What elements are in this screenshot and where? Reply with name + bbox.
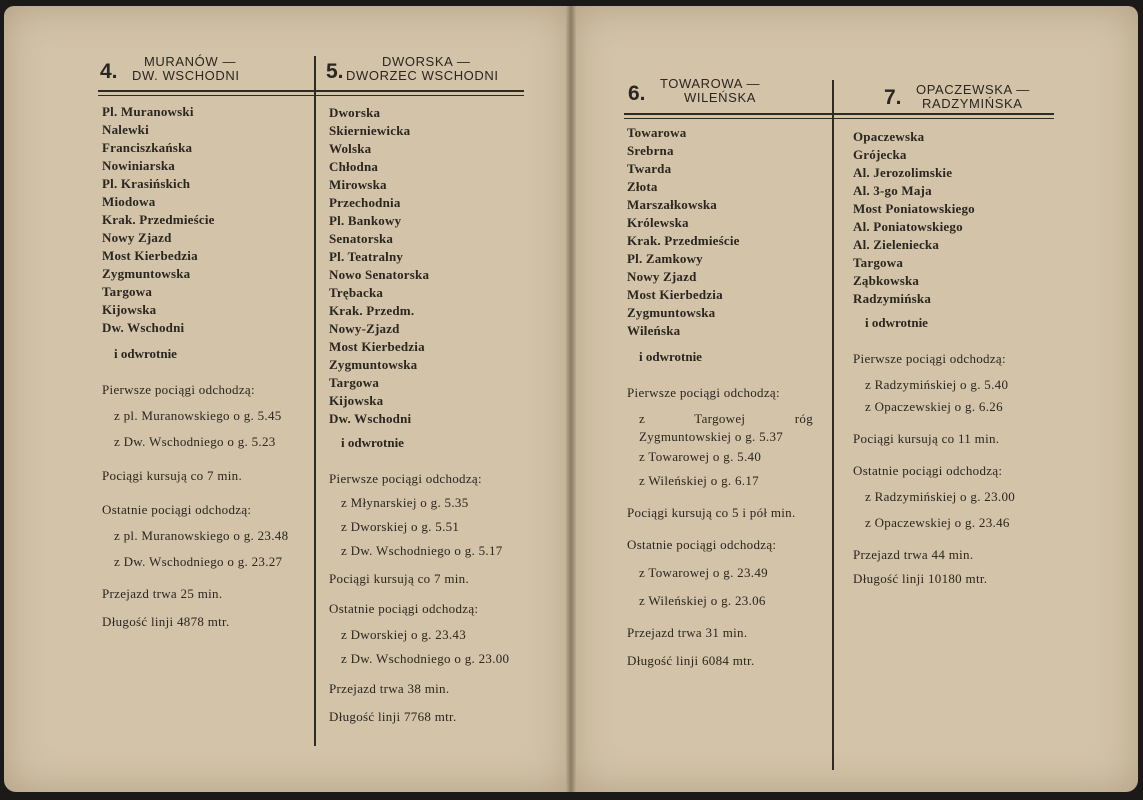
duration-note: Przejazd trwa 31 min. [627, 625, 748, 640]
stop: Most Kierbedzia [627, 287, 723, 302]
line-7-title-1: OPACZEWSKA — [916, 82, 1030, 97]
line-7-number: 7. [884, 86, 902, 109]
line-4-column [102, 103, 292, 631]
stop: Nowy Zjazd [627, 269, 697, 284]
first-trains-heading: Pierwsze pociągi odchodzą: [853, 351, 1006, 366]
stop: Zygmuntowska [627, 305, 716, 320]
line-4-number: 4. [100, 60, 118, 83]
duration-note: Przejazd trwa 44 min. [853, 547, 974, 562]
stop: Kijowska [329, 393, 384, 408]
stop: Chłodna [329, 159, 379, 174]
stop: Radzymińska [853, 291, 932, 306]
stop: Mirowska [329, 177, 387, 192]
column-divider-left [314, 56, 316, 746]
stop: Al. 3-go Maja [853, 183, 932, 198]
last-train-entry: z Dw. Wschodniego o g. 23.27 [114, 554, 283, 569]
stop: Nowiniarska [102, 158, 175, 173]
stop: Zygmuntowska [329, 357, 418, 372]
stop: Marszałkowska [627, 197, 717, 212]
booklet-gutter [566, 6, 576, 792]
last-train-entry: z Dworskiej o g. 23.43 [341, 627, 467, 642]
stop: Dw. Wschodni [329, 411, 412, 426]
last-train-entry: z Towarowej o g. 23.49 [639, 565, 768, 580]
header-rule-right [624, 113, 1054, 115]
stop: Most Poniatowskiego [853, 201, 975, 216]
stop: Kijowska [102, 302, 157, 317]
stop: Dw. Wschodni [102, 320, 185, 335]
reverse-note: i odwrotnie [865, 315, 928, 330]
last-train-entry: z Dw. Wschodniego o g. 23.00 [341, 651, 510, 666]
stop: Nowy Zjazd [102, 230, 172, 245]
length-note: Długość linji 10180 mtr. [853, 571, 988, 586]
last-train-entry: z pl. Muranowskiego o g. 23.48 [114, 528, 289, 543]
reverse-note: i odwrotnie [639, 349, 702, 364]
header-rule-left-2 [98, 95, 524, 96]
last-train-entry: z Radzymińskiej o g. 23.00 [865, 489, 1016, 504]
frequency-note: Pociągi kursują co 7 min. [102, 468, 243, 483]
line-4-title-2: DW. WSCHODNI [132, 68, 240, 83]
stop: Nowo Senatorska [329, 267, 430, 282]
stop: Targowa [329, 375, 380, 390]
length-note: Długość linji 6084 mtr. [627, 653, 755, 668]
first-train-entry: z Targowej róg Zygmuntowskiej o g. 5.37 [639, 411, 813, 444]
stop: Ząbkowska [853, 273, 920, 288]
reverse-note: i odwrotnie [341, 435, 404, 450]
column-divider-right [832, 80, 834, 770]
stop: Krak. Przedmieście [627, 233, 740, 248]
first-trains-heading: Pierwsze pociągi odchodzą: [627, 385, 780, 400]
stop: Targowa [853, 255, 904, 270]
stop: Al. Poniatowskiego [853, 219, 963, 234]
line-5-title-1: DWORSKA — [382, 54, 471, 69]
reverse-note: i odwrotnie [114, 346, 177, 361]
stop: Franciszkańska [102, 140, 193, 155]
first-train-entry: z Opaczewskiej o g. 6.26 [865, 399, 1003, 414]
last-trains-heading: Ostatnie pociągi odchodzą: [102, 502, 252, 517]
stop: Pl. Krasińskich [102, 176, 191, 191]
stop: Zygmuntowska [102, 266, 191, 281]
first-train-entry: z Radzymińskiej o g. 5.40 [865, 377, 1009, 392]
stop: Pl. Zamkowy [627, 251, 703, 266]
stop: Wolska [329, 141, 372, 156]
first-train-entry: z Dworskiej o g. 5.51 [341, 519, 460, 534]
line-5-title-2: DWORZEC WSCHODNI [346, 68, 499, 83]
stop: Miodowa [102, 194, 156, 209]
stop: Trębacka [329, 285, 384, 300]
line-6-number: 6. [628, 82, 646, 105]
line-5-stop-list [329, 104, 515, 428]
first-train-entry: z Wileńskiej o g. 6.17 [639, 473, 759, 488]
stop: Krak. Przedmieście [102, 212, 215, 227]
length-note: Długość linji 4878 mtr. [102, 614, 230, 629]
first-train-entry: z Dw. Wschodniego o g. 5.17 [341, 543, 503, 558]
duration-note: Przejazd trwa 25 min. [102, 586, 223, 601]
first-trains-heading: Pierwsze pociągi odchodzą: [102, 382, 255, 397]
stop: Targowa [102, 284, 153, 299]
stop: Towarowa [627, 125, 687, 140]
stop: Most Kierbedzia [329, 339, 425, 354]
stop: Złota [627, 179, 658, 194]
frequency-note: Pociągi kursują co 5 i pół min. [627, 505, 796, 520]
line-6-title-2: WILEŃSKA [684, 90, 756, 105]
stop: Opaczewska [853, 129, 925, 144]
stop: Przechodnia [329, 195, 401, 210]
stop: Srebrna [627, 143, 674, 158]
stop: Wileńska [627, 323, 681, 338]
stop: Grójecka [853, 147, 907, 162]
line-7-stop-list [853, 128, 1035, 308]
stop: Pl. Teatralny [329, 249, 404, 264]
last-trains-heading: Ostatnie pociągi odchodzą: [627, 537, 777, 552]
stop: Skierniewicka [329, 123, 411, 138]
stop: Al. Jerozolimskie [853, 165, 953, 180]
frequency-note: Pociągi kursują co 7 min. [329, 571, 470, 586]
frequency-note: Pociągi kursują co 11 min. [853, 431, 1000, 446]
line-6-column [627, 124, 813, 670]
first-train-entry: z Młynarskiej o g. 5.35 [341, 495, 469, 510]
line-5-column [329, 104, 515, 726]
stop: Nalewki [102, 122, 149, 137]
first-trains-heading: Pierwsze pociągi odchodzą: [329, 471, 482, 486]
line-4-stop-list [102, 103, 292, 337]
header-rule-left [98, 90, 524, 92]
stop: Senatorska [329, 231, 394, 246]
first-train-entry: z Towarowej o g. 5.40 [639, 449, 762, 464]
stop: Królewska [627, 215, 689, 230]
stop: Krak. Przedm. [329, 303, 415, 318]
line-6-stop-list [627, 124, 813, 340]
stop: Most Kierbedzia [102, 248, 198, 263]
duration-note: Przejazd trwa 38 min. [329, 681, 450, 696]
stop: Pl. Muranowski [102, 104, 194, 119]
last-trains-heading: Ostatnie pociągi odchodzą: [853, 463, 1003, 478]
header-rule-right-2 [624, 118, 1054, 119]
stop: Nowy-Zjazd [329, 321, 400, 336]
stop: Al. Zieleniecka [853, 237, 940, 252]
last-train-entry: z Wileńskiej o g. 23.06 [639, 593, 766, 608]
line-6-title-1: TOWAROWA — [660, 76, 761, 91]
line-7-title-2: RADZYMIŃSKA [922, 96, 1023, 111]
line-7-column [853, 128, 1035, 588]
stop: Twarda [627, 161, 672, 176]
last-train-entry: z Opaczewskiej o g. 23.46 [865, 515, 1010, 530]
line-4-title-1: MURANÓW — [144, 54, 237, 69]
stop: Dworska [329, 105, 381, 120]
first-train-entry: z pl. Muranowskiego o g. 5.45 [114, 408, 282, 423]
line-5-number: 5. [326, 60, 344, 83]
stop: Pl. Bankowy [329, 213, 402, 228]
last-trains-heading: Ostatnie pociągi odchodzą: [329, 601, 479, 616]
length-note: Długość linji 7768 mtr. [329, 709, 457, 724]
first-train-entry: z Dw. Wschodniego o g. 5.23 [114, 434, 276, 449]
